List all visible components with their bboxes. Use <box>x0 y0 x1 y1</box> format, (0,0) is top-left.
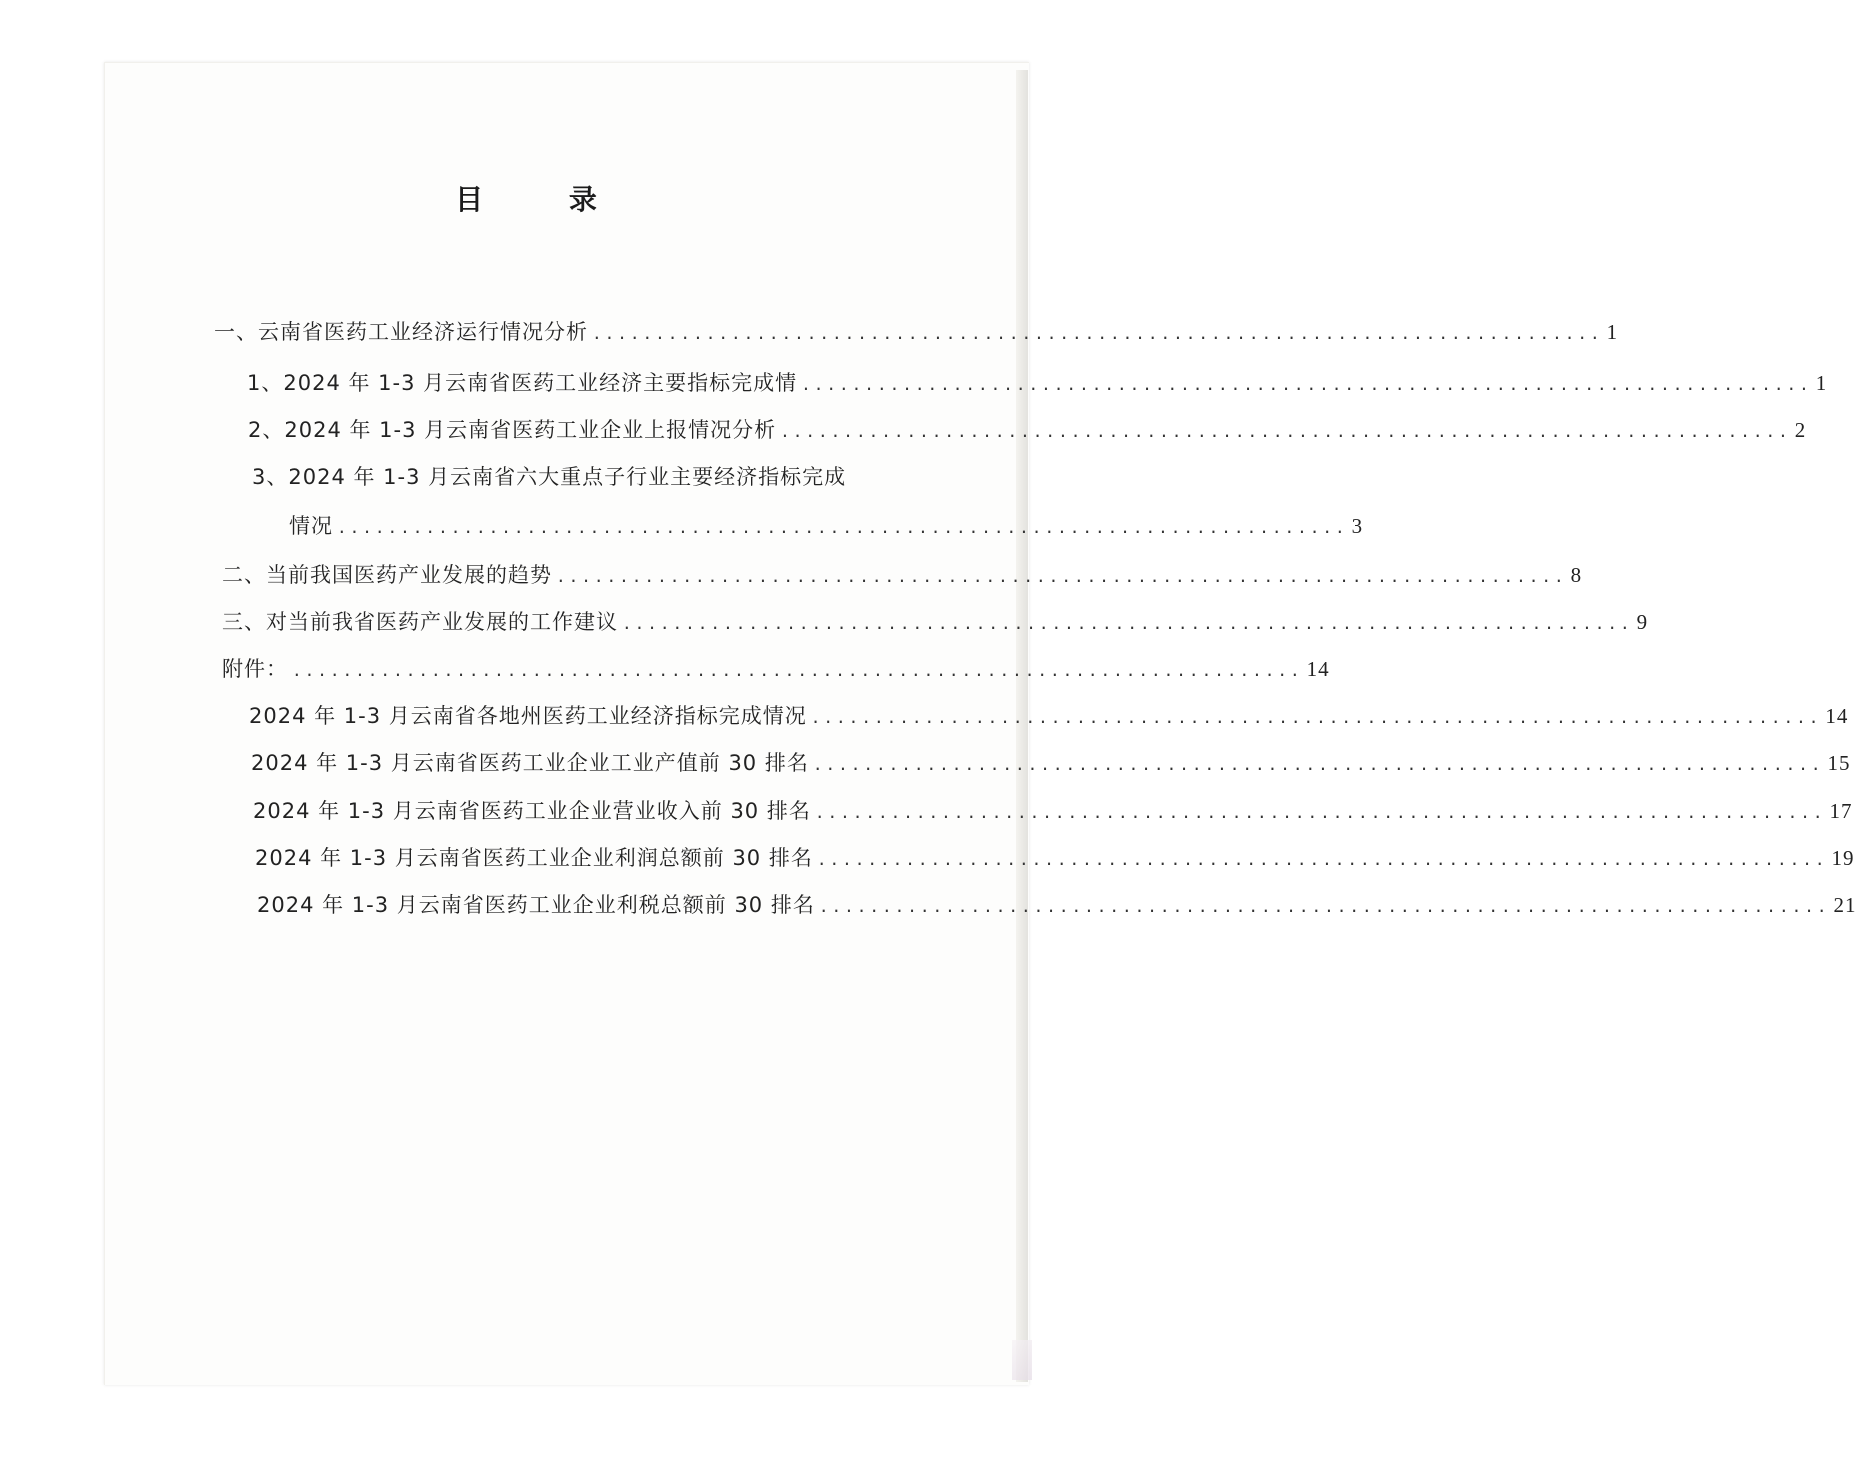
toc-entry-page: 3 <box>1351 514 1364 538</box>
toc-entry-label: 1、2024 年 1-3 月云南省医药工业经济主要指标完成情 <box>247 371 798 395</box>
toc-entry-3[interactable] <box>248 414 1807 444</box>
toc-entry-label: 情况 <box>289 514 333 538</box>
toc-entry-appendix-5[interactable] <box>257 889 1856 919</box>
toc-entry-label: 2024 年 1-3 月云南省医药工业企业利税总额前 30 排名 <box>257 893 815 917</box>
toc-entry-label: 一、云南省医药工业经济运行情况分析 <box>214 320 588 344</box>
toc-entry-page: 19 <box>1831 846 1855 870</box>
toc-entry-label: 2024 年 1-3 月云南省医药工业企业营业收入前 30 排名 <box>253 799 811 823</box>
toc-entry-page: 21 <box>1833 893 1856 917</box>
toc-entry-label: 三、对当前我省医药产业发展的工作建议 <box>222 610 618 634</box>
toc-entry-label: 2024 年 1-3 月云南省各地州医药工业经济指标完成情况 <box>249 704 807 728</box>
toc-entry-page: 15 <box>1827 751 1851 775</box>
toc-entry-page: 14 <box>1825 704 1849 728</box>
toc-entry-label: 附件： <box>222 657 288 681</box>
toc-entry-6[interactable] <box>222 606 1649 636</box>
toc-entry-appendix-3[interactable] <box>253 795 1853 825</box>
toc-leader: ................................................................................ <box>292 661 1303 680</box>
toc-entry-label: 2、2024 年 1-3 月云南省医药工业企业上报情况分析 <box>248 418 777 442</box>
toc-leader: ................................................................................ <box>622 614 1633 633</box>
toc-leader: ................................................................................ <box>812 755 1824 774</box>
toc-leader: ................................................................................ <box>801 375 1812 394</box>
toc-entry-appendix[interactable] <box>222 653 1330 683</box>
toc-entry-page: 8 <box>1570 563 1583 587</box>
toc-entry-2[interactable] <box>247 367 1828 397</box>
corner-mark <box>1012 1340 1032 1380</box>
toc-entry-page: 2 <box>1794 418 1807 442</box>
toc-leader: ................................................................................ <box>556 567 1567 586</box>
toc-leader: ................................................................................ <box>780 422 1791 441</box>
toc-entry-1[interactable] <box>214 316 1619 346</box>
toc-leader: ................................................................................ <box>810 708 1822 727</box>
toc-entry-page: 1 <box>1815 371 1828 395</box>
toc-entry-appendix-1[interactable] <box>249 700 1849 730</box>
toc-entry-page: 14 <box>1306 657 1330 681</box>
toc-entry-appendix-2[interactable] <box>251 747 1851 777</box>
toc-entry-appendix-4[interactable] <box>255 842 1855 872</box>
toc-entry-label: 2024 年 1-3 月云南省医药工业企业工业产值前 30 排名 <box>251 751 809 775</box>
toc-leader: ................................................................................ <box>814 803 1826 822</box>
toc-entry-label: 3、2024 年 1-3 月云南省六大重点子行业主要经济指标完成 <box>252 465 847 489</box>
toc-leader: ................................................................................ <box>337 518 1348 537</box>
toc-leader: ................................................................................ <box>818 897 1830 916</box>
toc-entry-5[interactable] <box>222 559 1583 589</box>
toc-entry-4[interactable] <box>252 461 876 491</box>
toc-leader: ................................................................................ <box>816 850 1828 869</box>
toc-title: 目 录 <box>455 183 635 216</box>
toc-entry-4-continued[interactable] <box>289 510 1364 540</box>
toc-entry-page: 17 <box>1829 799 1853 823</box>
toc-entry-page: 9 <box>1636 610 1649 634</box>
toc-entry-page: 1 <box>1606 320 1619 344</box>
toc-entry-label: 2024 年 1-3 月云南省医药工业企业利润总额前 30 排名 <box>255 846 813 870</box>
toc-leader: ................................................................................ <box>592 324 1603 343</box>
toc-entry-label: 二、当前我国医药产业发展的趋势 <box>222 563 552 587</box>
